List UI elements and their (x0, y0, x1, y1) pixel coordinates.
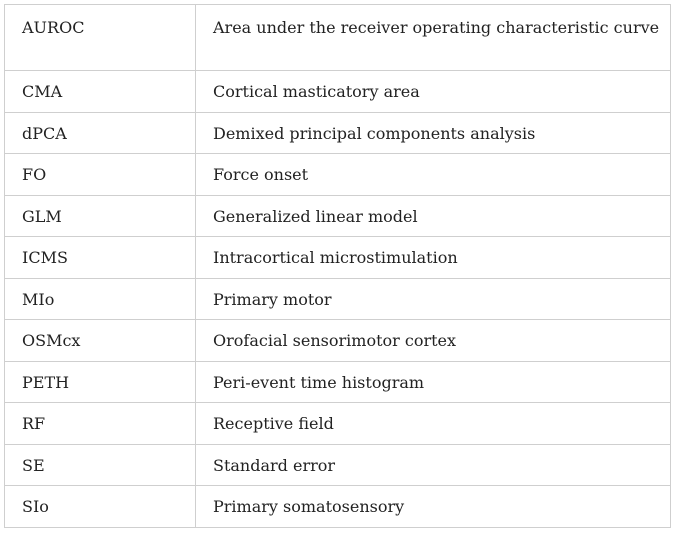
abbreviation-cell: AUROC (5, 5, 196, 71)
definition-cell: Standard error (196, 444, 671, 486)
abbreviation-cell: RF (5, 403, 196, 445)
abbreviation-cell: CMA (5, 71, 196, 113)
definition-cell: Demixed principal components analysis (196, 112, 671, 154)
table-row (5, 361, 671, 403)
definition-cell: Peri-event time histogram (196, 361, 671, 403)
abbreviation-cell: dPCA (5, 112, 196, 154)
abbreviation-cell: MIo (5, 278, 196, 320)
definition-cell: Receptive field (196, 403, 671, 445)
abbreviation-cell: SE (5, 444, 196, 486)
abbreviation-cell: FO (5, 154, 196, 196)
definition-cell: Area under the receiver operating characteristic curve (196, 5, 671, 71)
definition-cell: Primary motor (196, 278, 671, 320)
definition-cell: Cortical masticatory area (196, 71, 671, 113)
table-row (5, 71, 671, 113)
table-row (5, 154, 671, 196)
table-row (5, 237, 671, 279)
table-row (5, 278, 671, 320)
abbreviation-cell: ICMS (5, 237, 196, 279)
definition-cell: Force onset (196, 154, 671, 196)
abbreviation-cell: PETH (5, 361, 196, 403)
abbreviations-table (4, 4, 671, 528)
table-row (5, 195, 671, 237)
definition-cell: Orofacial sensorimotor cortex (196, 320, 671, 362)
table-row (5, 486, 671, 528)
table-row (5, 5, 671, 71)
table-row (5, 444, 671, 486)
abbreviation-cell: SIo (5, 486, 196, 528)
definition-cell: Generalized linear model (196, 195, 671, 237)
table-row (5, 403, 671, 445)
table-row (5, 320, 671, 362)
definition-cell: Intracortical microstimulation (196, 237, 671, 279)
abbreviation-cell: GLM (5, 195, 196, 237)
table-row (5, 112, 671, 154)
definition-cell: Primary somatosensory (196, 486, 671, 528)
abbreviation-cell: OSMcx (5, 320, 196, 362)
